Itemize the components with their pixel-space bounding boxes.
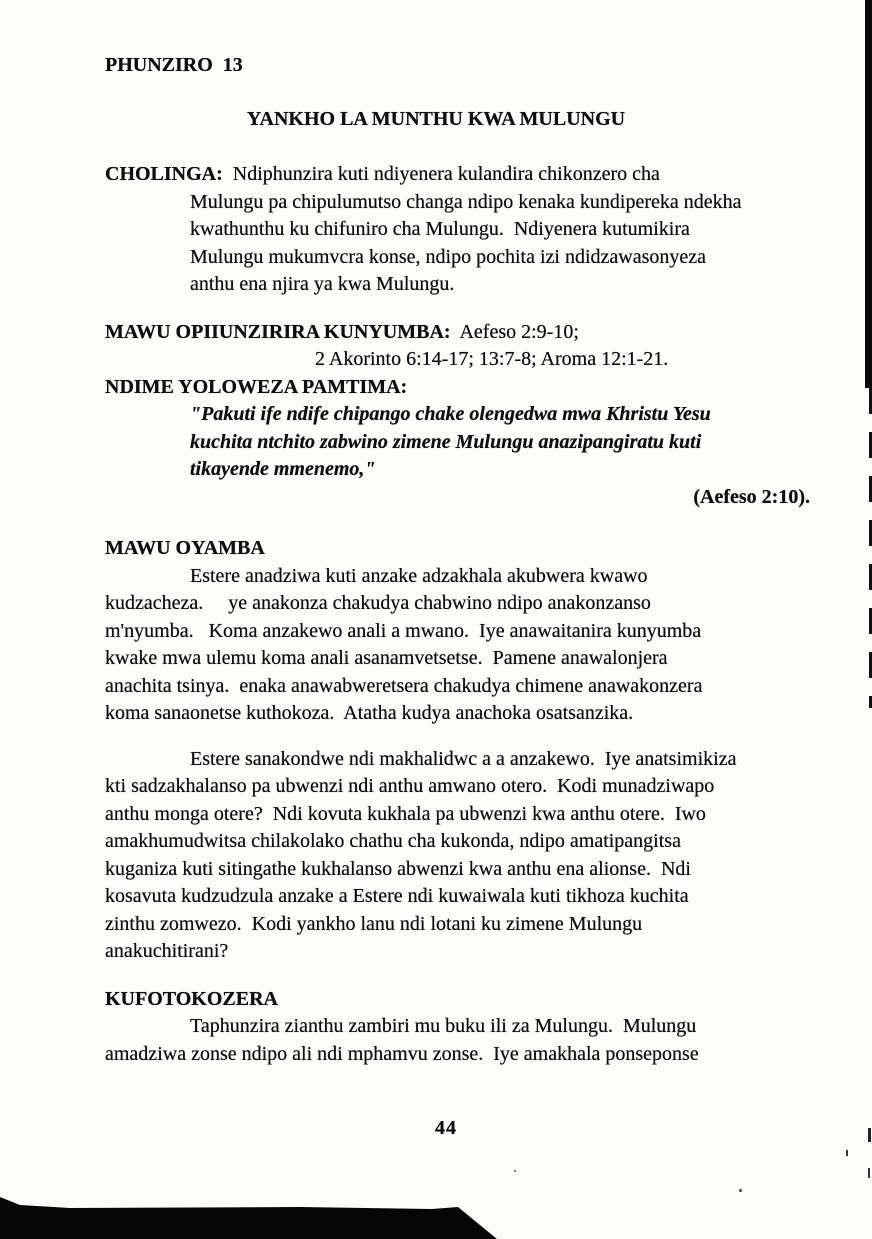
text-line: Mulungu mukumvcra konse, ndipo pochita izi ndidzawasonyeza (190, 245, 706, 268)
text-line: kosavuta kudzudzula anzake a Estere ndi kuwaiwala kuti tikhoza kuchita (105, 885, 689, 907)
scan-artifact-bottom-left-wedge (0, 1195, 500, 1239)
text-line (105, 161, 872, 189)
text-line: kudzacheza. ye anakonza chakudya chabwino ndipo anakonzanso (105, 592, 651, 614)
kufotokozera-heading: KUFOTOKOZERA (105, 987, 278, 1010)
section-home-study-words (0, 319, 872, 374)
scan-artifact-right-edge-solid (865, 0, 872, 388)
scan-artifact-right-speck (868, 1168, 870, 1178)
text-line: anakuchitirani? (105, 940, 229, 962)
section-cholinga (0, 161, 872, 299)
text-line: Estere sanakondwe ndi makhalidwc a a anzakewo. Iye anatsimikiza (190, 747, 737, 770)
text-line: amakhumudwitsa chilakolako chathu cha kukonda, ndipo amatipangitsa (105, 830, 681, 852)
text-line: zinthu zomwezo. Kodi yankho lanu ndi lotani ku zimene Mulungu (105, 912, 643, 935)
scan-artifact-right-speck (868, 1128, 871, 1142)
cholinga-text: Ndiphunzira kuti ndiyenera kulandira chikonzero cha (222, 163, 660, 185)
text-line: kti sadzakhalanso pa ubwenzi ndi anthu amwano otero. Kodi munadziwapo (105, 775, 715, 797)
text-line: Estere anadziwa kuti anzake adzakhala akubwera kwawo (190, 564, 648, 587)
text-line: amadziwa zonse ndipo ali ndi mphamvu zonse. Iye amakhala ponseponse (105, 1042, 699, 1065)
section-kufotokozera (0, 986, 872, 1069)
memory-verse-label: NDIME YOLOWEZA PAMTIMA: (105, 375, 408, 398)
cholinga-label: CHOLINGA: (105, 163, 223, 185)
text-line: anthu ena njira ya kwa Mulungu. (190, 273, 455, 295)
verse-citation: (Aefeso 2:10). (693, 485, 810, 508)
text-line: Taphunzira zianthu zambiri mu buku ili za Mulungu. Mulungu (190, 1015, 697, 1037)
scan-artifact-speck (739, 1189, 742, 1192)
home-study-label: MAWU OPIIUNZIRIRA KUNYUMBA: (105, 320, 451, 343)
text-line: m'nyumba. Koma anzakewo anali a mwano. Iye anawaitanira kunyumba (105, 619, 702, 642)
text-line: anachita tsinya. enaka anawabweretsera chakudya chimene anawakonzera (105, 674, 703, 697)
section-mawu-oyamba (0, 535, 872, 966)
memory-verse-line: tikayende mmenemo," (190, 458, 376, 480)
text-line: kuganiza kuti sitingathe kukhalanso abwenzi kwa anthu ena alionse. Ndi (105, 857, 691, 880)
scan-artifact-speck (514, 1170, 516, 1172)
text-line: koma sanaonetse kuthokoza. Atatha kudya anachoka osatsanzika. (105, 702, 634, 724)
text-line: kwake mwa ulemu koma anali asanamvetsetse. Pamene anawalonjera (105, 647, 668, 669)
mawu-oyamba-heading: MAWU OYAMBA (105, 537, 265, 559)
lesson-number-heading: PHUNZIRO 13 (105, 54, 243, 76)
memory-verse-line: kuchita ntchito zabwino zimene Mulungu anazipangiratu kuti (190, 430, 702, 453)
text-line (105, 319, 872, 347)
text-line: Mulungu pa chipulumutso changa ndipo kenaka kundipereka ndekha (190, 190, 742, 213)
scan-artifact-speck (846, 1150, 848, 1156)
page-title: YANKHO LA MUNTHU KWA MULUNGU (246, 107, 626, 130)
text-line: anthu monga otere? Ndi kovuta kukhala pa ubwenzi kwa anthu otere. Iwo (105, 802, 706, 825)
paragraph (0, 746, 872, 966)
section-memory-verse (0, 374, 872, 512)
scripture-refs-2: 2 Akorinto 6:14-17; 13:7-8; Aroma 12:1-21. (315, 348, 669, 370)
memory-verse-line: "Pakuti ife ndife chipango chake olengedwa mwa Khristu Yesu (190, 403, 711, 425)
text-line: kwathunthu ku chifuniro cha Mulungu. Ndiyenera kutumikira (190, 218, 690, 240)
scripture-refs-1: Aefeso 2:9-10; (450, 320, 579, 343)
page-number: 44 (435, 1117, 457, 1139)
